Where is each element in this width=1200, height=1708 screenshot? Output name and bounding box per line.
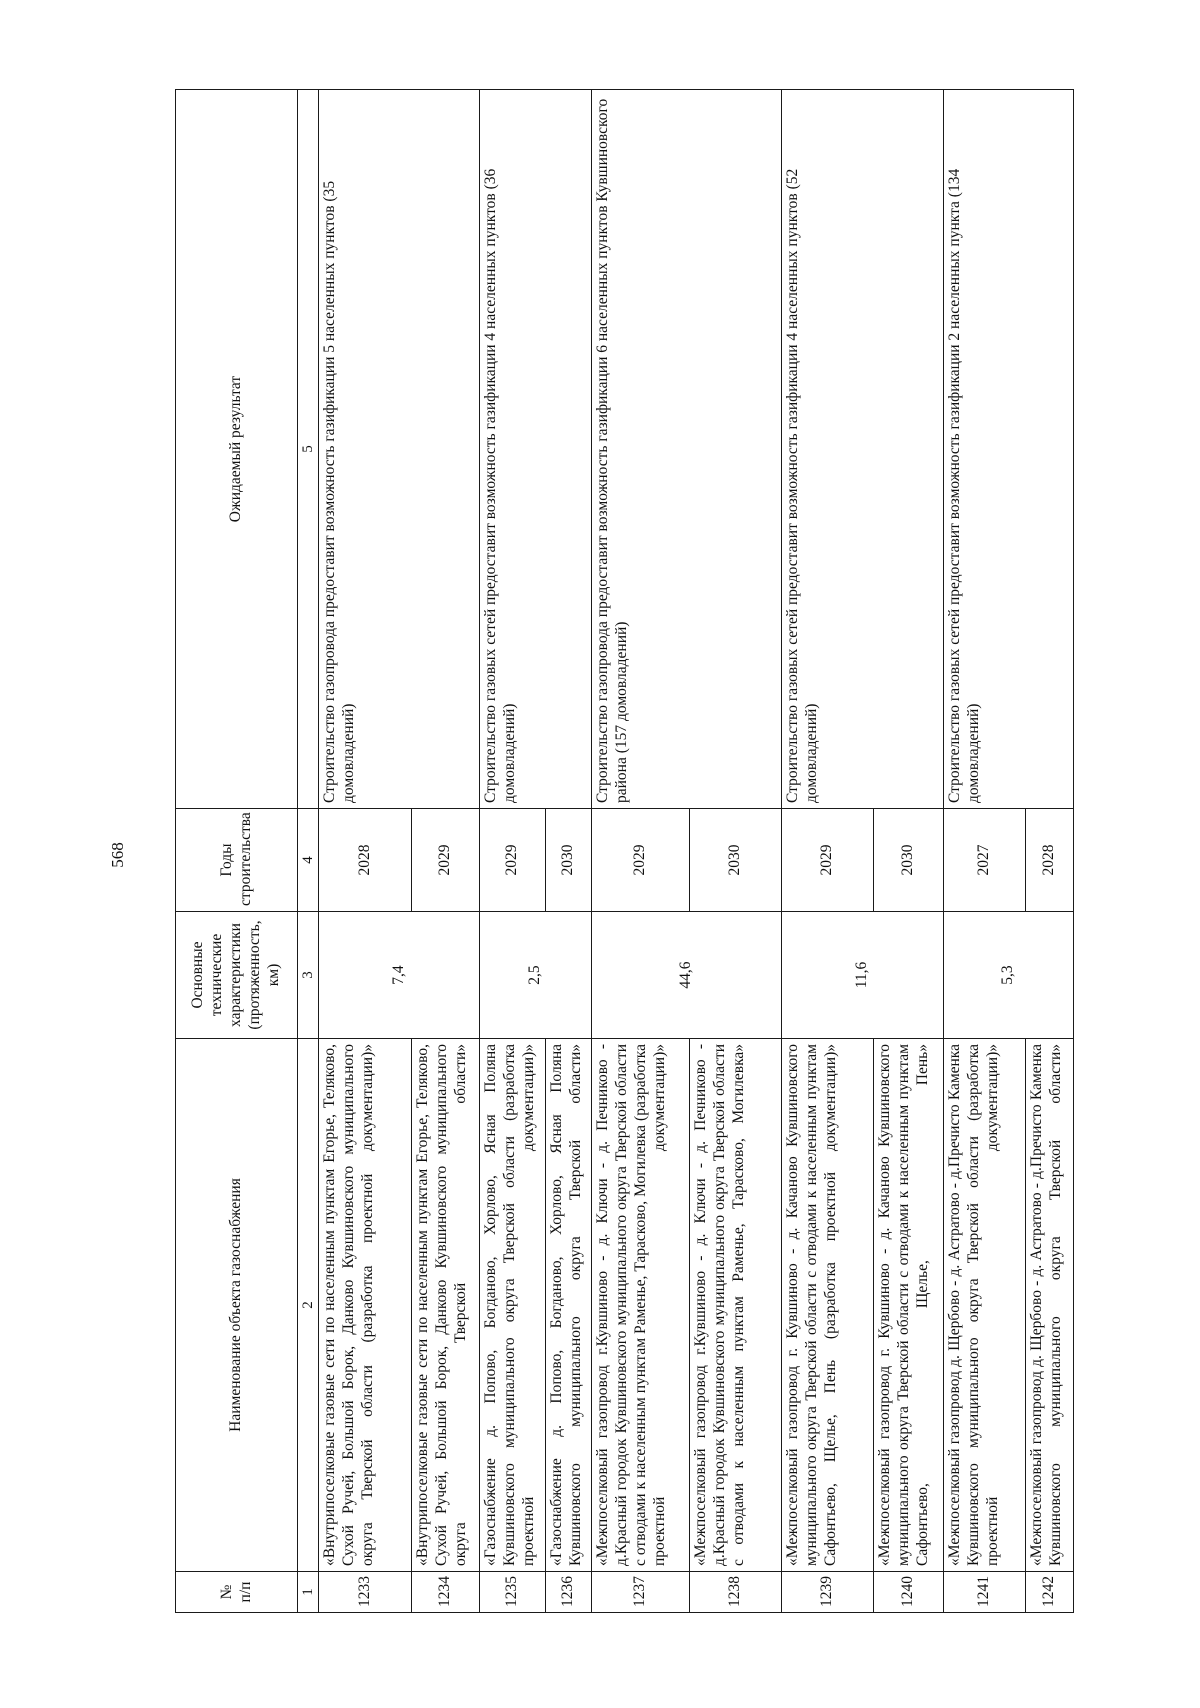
construction-year: 2029 [412, 809, 480, 912]
row-number: 1233 [319, 1572, 412, 1613]
object-name: «Межпоселковый газопровод г.Кувшиново - д. Ключи - д. Печниково - д.Красный городок Кувшиновского муниципального округа Тверской области с отводами к населенным пунктам Раменье, Тарасково, Могилевка» [690, 1039, 782, 1572]
expected-result: Строительство газовых сетей предоставит возможность газификации 2 населенных пункта (134 домовладений) [944, 90, 1074, 809]
object-name: «Межпоселковый газопровод г.Кувшиново - д. Ключи - д. Печниково - д.Красный городок Кувшиновского муниципального округа Тверской области с отводами к населенным пунктам Раменье, Тарасково, Могилевка (разработка проектной документации)» [592, 1039, 690, 1572]
header-col-length: Основные технические характеристики (протяженность, км) [176, 912, 298, 1039]
header-col-name: Наименование объекта газоснабжения [176, 1039, 298, 1572]
row-number: 1241 [944, 1572, 1026, 1613]
pipeline-length: 7,4 [319, 912, 480, 1039]
construction-year: 2029 [782, 809, 874, 912]
construction-year: 2030 [874, 809, 944, 912]
row-number: 1242 [1026, 1572, 1074, 1613]
row-number: 1234 [412, 1572, 480, 1613]
object-name: «Внутрипоселковые газовые сети по населенным пунктам Егорье, Теляково, Сухой Ручей, Большой Борок, Данково Кувшиновского муниципального округа Тверской области» [412, 1039, 480, 1572]
table-row [592, 90, 690, 1613]
expected-result: Строительство газопровода предоставит возможность газификации 6 населенных пунктов Кувшиновского района (157 домовладений) [592, 90, 782, 809]
construction-year: 2027 [944, 809, 1026, 912]
header-col-result: Ожидаемый результат [176, 90, 298, 809]
table-row [480, 90, 546, 1613]
expected-result: Строительство газовых сетей предоставит возможность газификации 4 населенных пунктов (52 домовладений) [782, 90, 944, 809]
row-number: 1240 [874, 1572, 944, 1613]
column-numbers-row [298, 90, 319, 1613]
page-number: 568 [108, 842, 127, 868]
object-name: «Внутрипоселковые газовые сети по населенным пунктам Егорье, Теляково, Сухой Ручей, Большой Борок, Данково Кувшиновского муниципального округа Тверской области (разработка проектной документации)» [319, 1039, 412, 1572]
column-number: 5 [298, 90, 319, 809]
expected-result: Строительство газовых сетей предоставит возможность газификации 4 населенных пунктов (36 домовладений) [480, 90, 592, 809]
pipeline-length: 5,3 [944, 912, 1074, 1039]
column-number: 1 [298, 1572, 319, 1613]
object-name: «Межпоселковый газопровод д. Щербово - д. Астратово - д.Пречисто Каменка Кувшиновского муниципального округа Тверской области (разработка проектной документации)» [944, 1039, 1026, 1572]
pipeline-length: 2,5 [480, 912, 592, 1039]
construction-year: 2028 [1026, 809, 1074, 912]
object-name: «Межпоселковый газопровод д. Щербово - д. Астратово - д.Пречисто Каменка Кувшиновского муниципального округа Тверской области» [1026, 1039, 1074, 1572]
object-name: «Межпоселковый газопровод г. Кувшиново - д. Качаново Кувшиновского муниципального округа Тверской области с отводами к населенным пунктам Сафонтьево, Щелье, Пень (разработка проектной документации)» [782, 1039, 874, 1572]
construction-year: 2028 [319, 809, 412, 912]
construction-year: 2029 [480, 809, 546, 912]
expected-result: Строительство газопровода предоставит возможность газификации 5 населенных пунктов (35 домовладений) [319, 90, 480, 809]
header-col-years: Годы строительства [176, 809, 298, 912]
row-number: 1236 [546, 1572, 592, 1613]
table-row [782, 90, 874, 1613]
column-number: 3 [298, 912, 319, 1039]
object-name: «Газоснабжение д. Попово, Богданово, Хорлово, Ясная Поляна Кувшиновского муниципального округа Тверской области» [546, 1039, 592, 1572]
object-name: «Газоснабжение д. Попово, Богданово, Хорлово, Ясная Поляна Кувшиновского муниципального округа Тверской области (разработка проектной документации)» [480, 1039, 546, 1572]
construction-year: 2030 [690, 809, 782, 912]
row-number: 1238 [690, 1572, 782, 1613]
row-number: 1239 [782, 1572, 874, 1613]
column-number: 4 [298, 809, 319, 912]
header-row [176, 90, 298, 1613]
header-col-number: № п/п [176, 1572, 298, 1613]
table-row [319, 90, 412, 1613]
object-name: «Межпоселковый газопровод г. Кувшиново - д. Качаново Кувшиновского муниципального округа Тверской области с отводами к населенным пунктам Сафонтьево, Щелье, Пень» [874, 1039, 944, 1572]
gas-supply-table [175, 89, 1074, 1613]
construction-year: 2029 [592, 809, 690, 912]
row-number: 1235 [480, 1572, 546, 1613]
construction-year: 2030 [546, 809, 592, 912]
column-number: 2 [298, 1039, 319, 1572]
pipeline-length: 11,6 [782, 912, 944, 1039]
rotated-page [175, 90, 1064, 1613]
pipeline-length: 44,6 [592, 912, 782, 1039]
row-number: 1237 [592, 1572, 690, 1613]
table-row [944, 90, 1026, 1613]
